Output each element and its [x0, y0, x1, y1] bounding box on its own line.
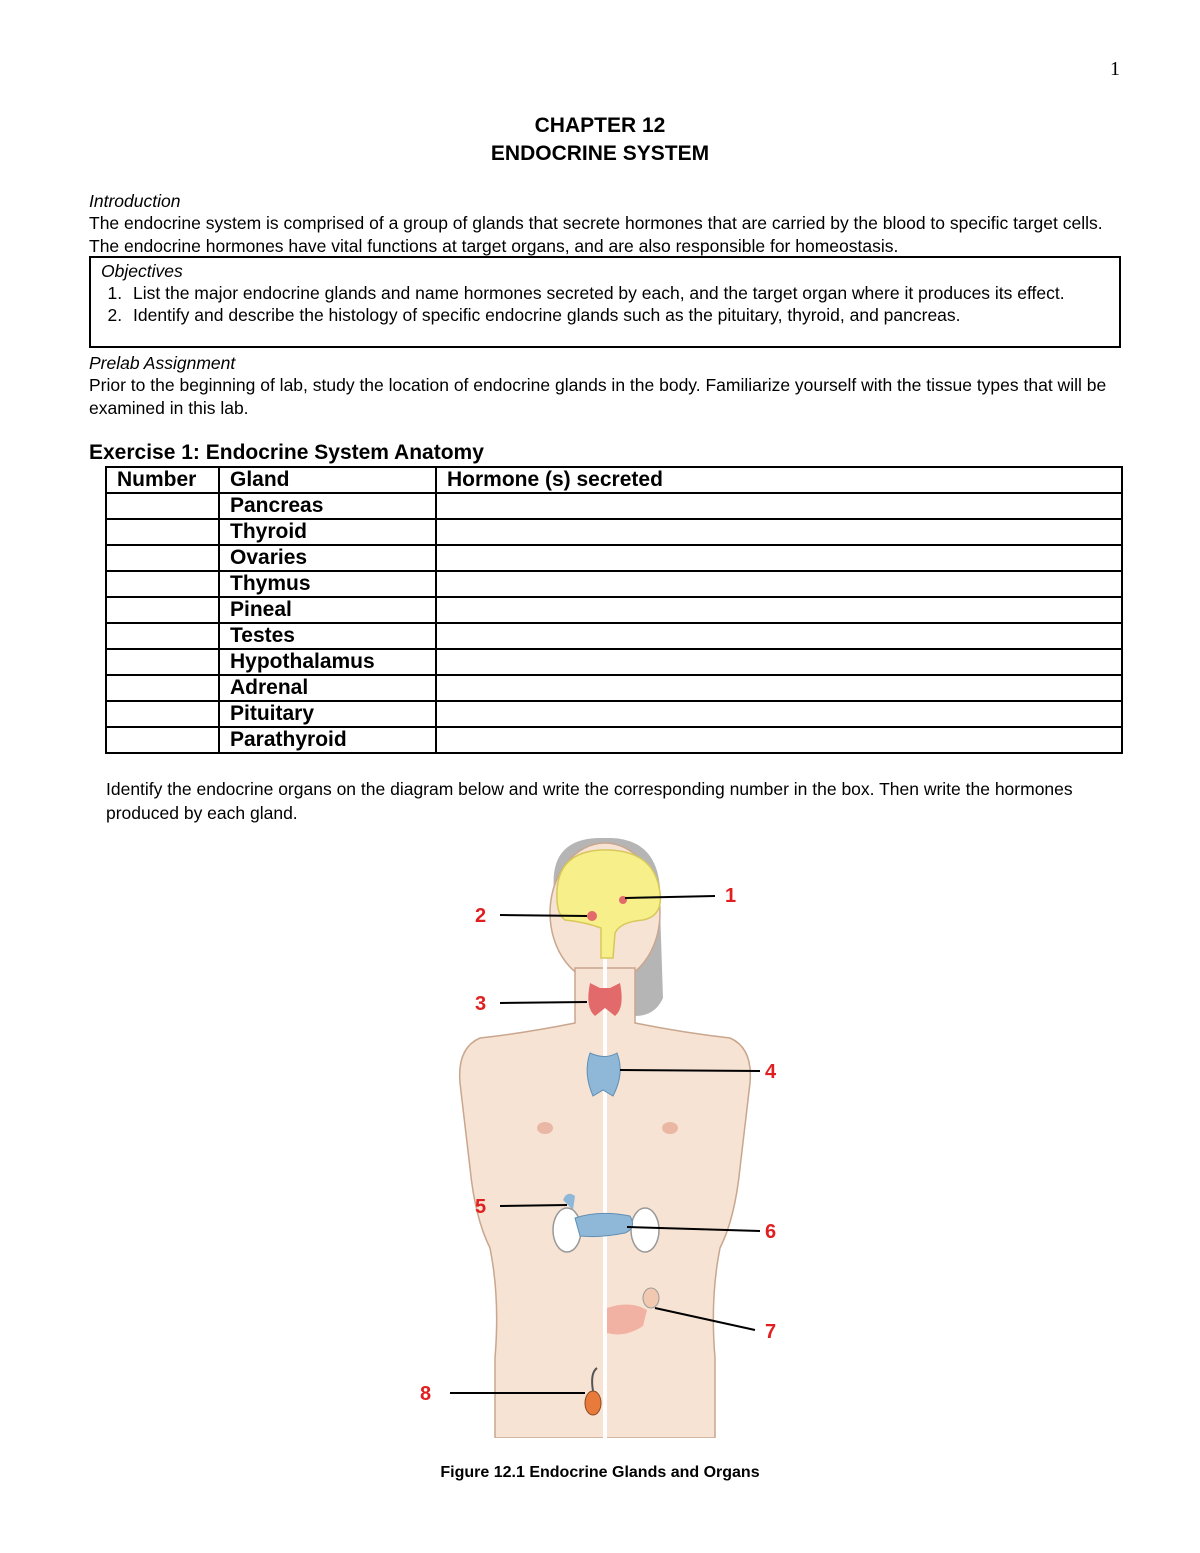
figure-label: 1	[725, 885, 737, 907]
figure-label: 7	[765, 1321, 777, 1343]
hypothalamus-shape	[587, 911, 597, 921]
figure-label: 5	[475, 1196, 487, 1218]
figure-label: 8	[420, 1383, 432, 1405]
gland-cell: Pineal	[219, 597, 436, 623]
number-cell[interactable]	[106, 649, 219, 675]
chapter-subtitle: ENDOCRINE SYSTEM	[490, 142, 710, 165]
thymus-shape	[587, 1053, 620, 1096]
nipple-right	[662, 1122, 678, 1134]
gland-cell: Thymus	[219, 571, 436, 597]
hormone-cell[interactable]	[436, 623, 1122, 649]
gland-table	[105, 466, 1123, 754]
testis-shape	[585, 1391, 601, 1415]
gland-cell: Thyroid	[219, 519, 436, 545]
endocrine-figure	[415, 838, 795, 1438]
chapter-heading	[0, 112, 1200, 168]
number-cell[interactable]	[106, 701, 219, 727]
page-number: 1	[1110, 58, 1120, 80]
instructions-text: Identify the endocrine organs on the diagram below and write the corresponding number in the box. Then write the hormones produced by each gland.	[106, 779, 1073, 823]
exercise-title: Exercise 1: Endocrine System Anatomy	[89, 441, 484, 464]
number-cell[interactable]	[106, 675, 219, 701]
ovary-shape	[643, 1288, 659, 1308]
header-gland: Gland	[219, 467, 436, 493]
hormone-cell[interactable]	[436, 545, 1122, 571]
figure-caption: Figure 12.1 Endocrine Glands and Organs	[440, 1464, 760, 1481]
gland-cell: Hypothalamus	[219, 649, 436, 675]
table-row	[106, 545, 1122, 571]
table-row	[106, 519, 1122, 545]
objective-item: 2. Identify and describe the histology of specific endocrine glands such as the pituitary, thyroid, and pancreas.	[127, 304, 1111, 326]
hormone-cell[interactable]	[436, 701, 1122, 727]
hormone-cell[interactable]	[436, 571, 1122, 597]
table-row	[106, 675, 1122, 701]
table-row	[106, 493, 1122, 519]
objectives-heading: Objectives	[101, 261, 183, 281]
hormone-cell[interactable]	[436, 675, 1122, 701]
introduction-text: The endocrine system is comprised of a group of glands that secrete hormones that are carried by the blood to specific target cells. The endocrine hormones have vital functions at target organs, and are also responsible for homeostasis.	[89, 213, 1103, 256]
gland-cell: Adrenal	[219, 675, 436, 701]
gland-cell: Parathyroid	[219, 727, 436, 753]
objectives-box	[89, 256, 1121, 348]
hormone-cell[interactable]	[436, 727, 1122, 753]
gland-cell: Pituitary	[219, 701, 436, 727]
prelab-heading: Prelab Assignment	[89, 353, 236, 373]
table-row	[106, 571, 1122, 597]
table-row	[106, 597, 1122, 623]
table-row	[106, 623, 1122, 649]
objectives-list	[99, 282, 1111, 326]
figure-label: 3	[475, 993, 487, 1015]
figure-label: 4	[765, 1061, 777, 1083]
chapter-title: CHAPTER 12	[534, 114, 666, 137]
nipple-left	[537, 1122, 553, 1134]
hormone-cell[interactable]	[436, 597, 1122, 623]
figure-label: 6	[765, 1221, 777, 1243]
table-row	[106, 701, 1122, 727]
gland-cell: Ovaries	[219, 545, 436, 571]
hormone-cell[interactable]	[436, 493, 1122, 519]
kidney-left	[553, 1208, 581, 1252]
gland-cell: Pancreas	[219, 493, 436, 519]
objective-item: 1. List the major endocrine glands and name hormones secreted by each, and the target organ where it produces its effect.	[127, 282, 1111, 304]
hormone-cell[interactable]	[436, 519, 1122, 545]
figure-label: 2	[475, 905, 487, 927]
number-cell[interactable]	[106, 493, 219, 519]
introduction-heading: Introduction	[89, 191, 181, 211]
number-cell[interactable]	[106, 519, 219, 545]
gland-cell: Testes	[219, 623, 436, 649]
table-row	[106, 649, 1122, 675]
table-row	[106, 727, 1122, 753]
hormone-cell[interactable]	[436, 649, 1122, 675]
number-cell[interactable]	[106, 571, 219, 597]
number-cell[interactable]	[106, 597, 219, 623]
number-cell[interactable]	[106, 545, 219, 571]
pancreas-shape	[575, 1213, 633, 1236]
gland-table-body	[106, 493, 1122, 753]
table-header-row	[106, 467, 1122, 493]
kidney-right	[631, 1208, 659, 1252]
header-number: Number	[106, 467, 219, 493]
number-cell[interactable]	[106, 727, 219, 753]
number-cell[interactable]	[106, 623, 219, 649]
header-hormones: Hormone (s) secreted	[436, 467, 1122, 493]
prelab-text: Prior to the beginning of lab, study the location of endocrine glands in the body. Familiarize yourself with the tissue types that will be examined in this lab.	[89, 375, 1107, 418]
